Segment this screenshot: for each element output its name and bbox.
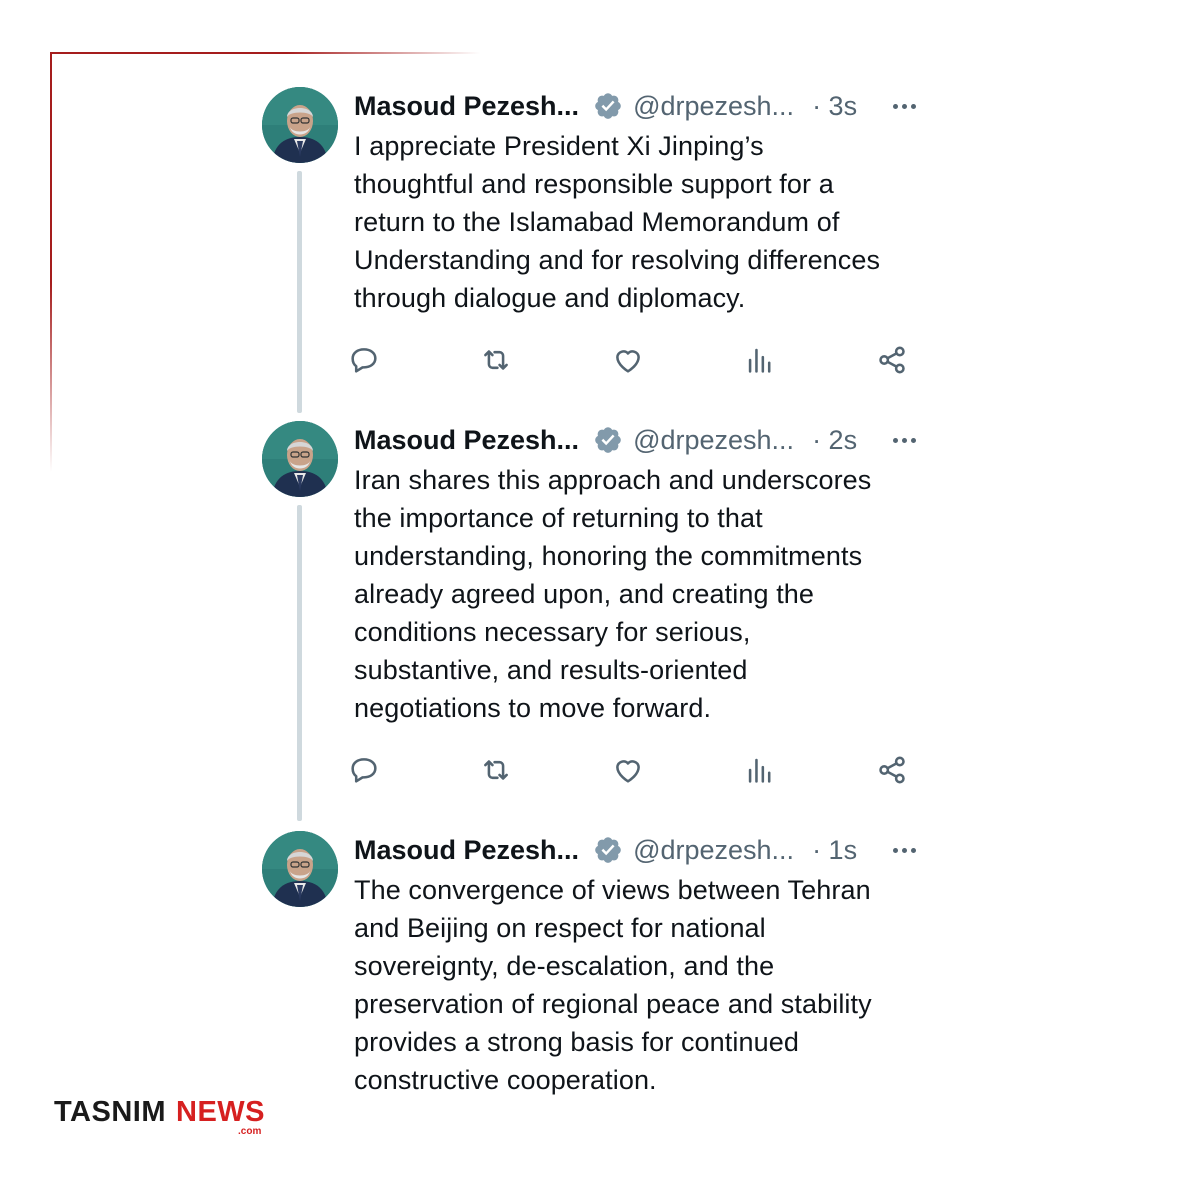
tweet-text <box>354 127 934 317</box>
reply-icon[interactable] <box>344 750 384 790</box>
tweet-text-line: conditions necessary for serious, <box>354 617 751 647</box>
like-icon[interactable] <box>608 340 648 380</box>
tweet-text-line: the importance of returning to that <box>354 503 763 533</box>
logo-suffix: .com <box>238 1126 262 1137</box>
tweet-text-line: understanding, honoring the commitments <box>354 541 863 571</box>
tweet-text-line: negotiations to move forward. <box>354 693 712 723</box>
tweet-timestamp[interactable]: · 3s <box>812 90 858 121</box>
verified-badge-icon <box>593 425 623 455</box>
tweet-text-line: and Beijing on respect for national <box>354 913 766 943</box>
tweet-text-line: thoughtful and responsible support for a <box>354 169 834 199</box>
tweet-text-line: Iran shares this approach and underscores <box>354 465 872 495</box>
author-handle[interactable]: @drpezesh... <box>633 90 795 121</box>
author-handle[interactable]: @drpezesh... <box>633 424 795 455</box>
tweet-3[interactable] <box>262 831 922 1101</box>
tweet-text-line: through dialogue and diplomacy. <box>354 283 746 313</box>
logo-word-tasnim: TASNIM <box>54 1096 167 1128</box>
tweet-actions <box>354 340 922 380</box>
share-icon[interactable] <box>872 750 912 790</box>
tweet-text <box>354 871 934 1099</box>
more-options-icon[interactable] <box>893 833 916 867</box>
like-icon[interactable] <box>608 750 648 790</box>
tweet-timestamp[interactable]: · 2s <box>812 424 858 455</box>
tweet-actions <box>354 750 922 790</box>
tweet-timestamp[interactable]: · 1s <box>812 834 858 865</box>
tweet-text-line: Understanding and for resolving differences <box>354 245 881 275</box>
tweet-text <box>354 461 934 727</box>
avatar[interactable] <box>262 421 338 497</box>
tweet-text-line: provides a strong basis for continued <box>354 1027 799 1057</box>
tweet-text-line: The convergence of views between Tehran <box>354 875 871 905</box>
tweet-text-line: already agreed upon, and creating the <box>354 579 815 609</box>
reply-icon[interactable] <box>344 340 384 380</box>
avatar[interactable] <box>262 87 338 163</box>
more-options-icon[interactable] <box>893 89 916 123</box>
tweet-text-line: I appreciate President Xi Jinping’s <box>354 131 764 161</box>
views-icon[interactable] <box>740 340 780 380</box>
tweet-text-line: return to the Islamabad Memorandum of <box>354 207 840 237</box>
avatar[interactable] <box>262 831 338 907</box>
thread-connector-line <box>297 171 302 413</box>
logo-word-news: NEWS <box>176 1096 266 1128</box>
tweet-text-line: sovereignty, de-escalation, and the <box>354 951 775 981</box>
tasnim-news-logo <box>54 1096 265 1136</box>
author-name[interactable]: Masoud Pezesh... <box>354 90 580 121</box>
retweet-icon[interactable] <box>476 750 516 790</box>
verified-badge-icon <box>593 835 623 865</box>
retweet-icon[interactable] <box>476 340 516 380</box>
tweet-text-line: substantive, and results-oriented <box>354 655 748 685</box>
more-options-icon[interactable] <box>893 423 916 457</box>
tweet-header <box>354 833 922 867</box>
tweet-text-line: constructive cooperation. <box>354 1065 657 1095</box>
tweet-header <box>354 423 922 457</box>
thread-connector-line <box>297 505 302 821</box>
author-name[interactable]: Masoud Pezesh... <box>354 424 580 455</box>
views-icon[interactable] <box>740 750 780 790</box>
author-handle[interactable]: @drpezesh... <box>633 834 795 865</box>
tweet-text-line: preservation of regional peace and stability <box>354 989 872 1019</box>
tweet-2[interactable] <box>262 421 922 821</box>
author-name[interactable]: Masoud Pezesh... <box>354 834 580 865</box>
share-icon[interactable] <box>872 340 912 380</box>
verified-badge-icon <box>593 91 623 121</box>
tweet-header <box>354 89 922 123</box>
tweet-1[interactable] <box>262 87 922 387</box>
